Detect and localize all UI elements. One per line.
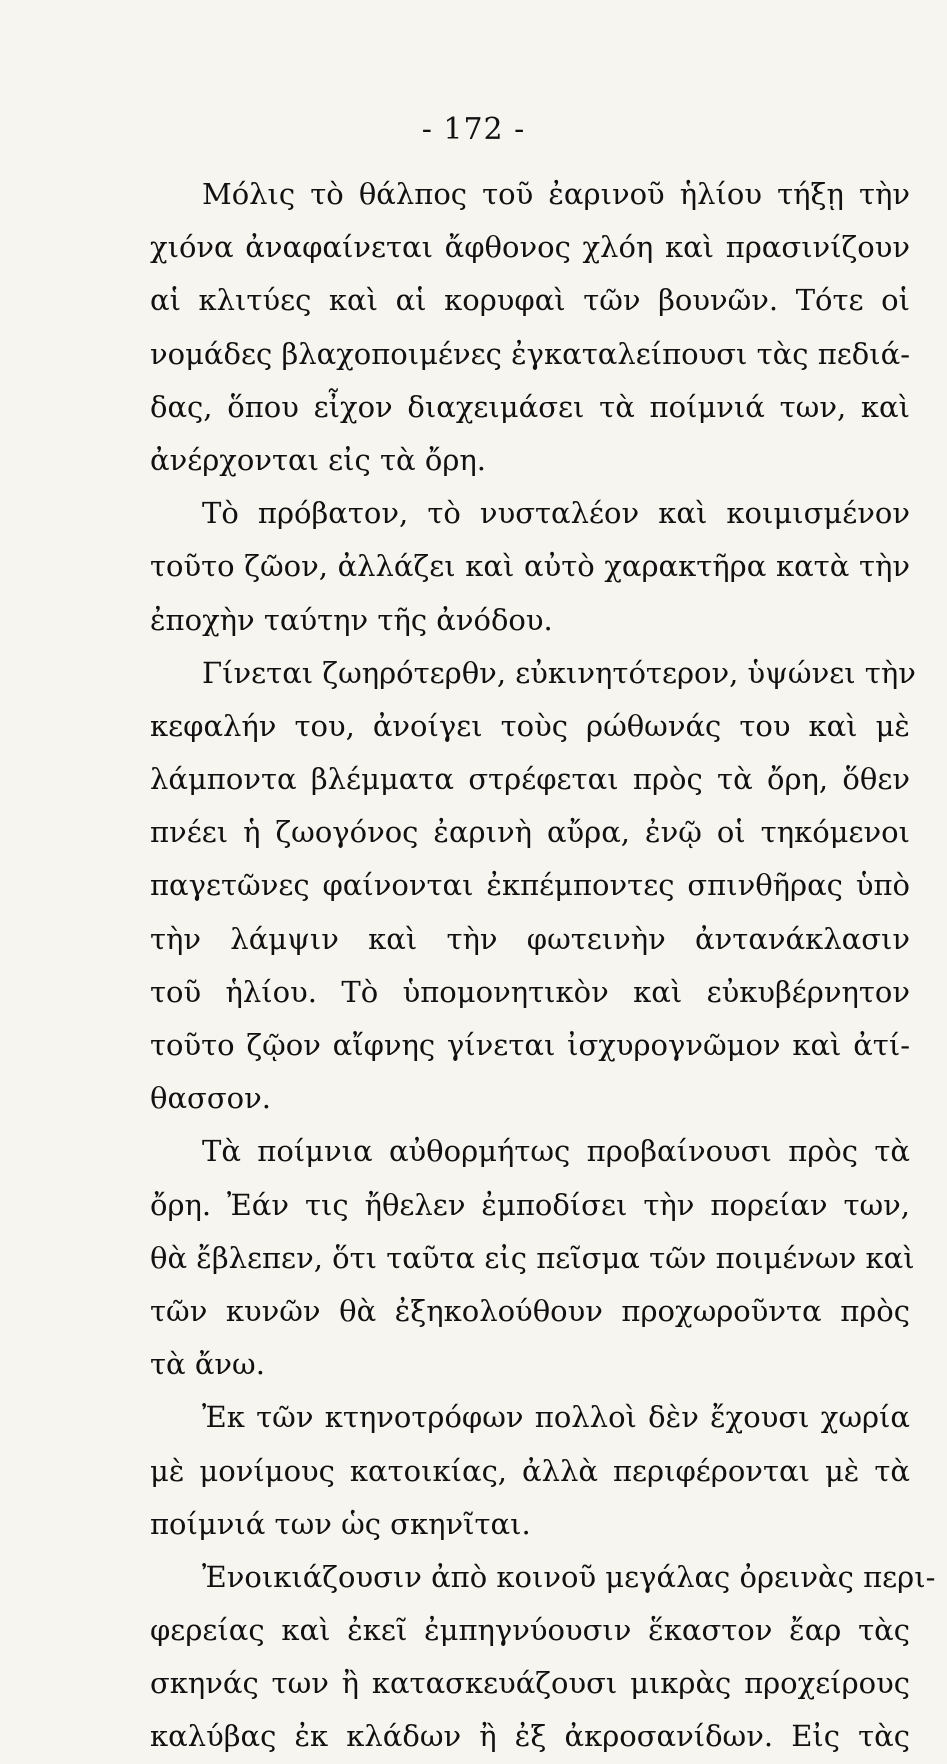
text-line: τὴν λάμψιν καὶ τὴν φωτεινὴν ἀντανάκλασιν [150,921,910,956]
text-line: Μόλις τὸ θάλπος τοῦ ἐαρινοῦ ἡλίου τήξῃ τὴν [202,177,910,211]
text-line: πνέει ἡ ζωογόνος ἐαρινὴ αὔρα, ἐνῷ οἱ τηκόμενοι [150,815,910,850]
text-line: Ἐνοικιάζουσιν ἀπὸ κοινοῦ μεγάλας ὀρεινὰς περι- [202,1559,936,1594]
text-line: Τὰ ποίμνια αὐθορμήτως προβαίνουσι πρὸς τὰ [202,1134,910,1169]
text-line: τοῦ ἡλίου. Τὸ ὑπομονητικὸν καὶ εὐκυβέρνητον [150,974,910,1009]
paragraph [150,647,916,1126]
text-line: χιόνα ἀναφαίνεται ἄφθονος χλόη καὶ πρασινίζουν [150,230,910,265]
text-line: τοῦτο ζῷον αἴφνης γίνεται ἰσχυρογνῶμον καὶ ἀτί- [150,1028,910,1062]
text-line: αἱ κλιτύες καὶ αἱ κορυφαὶ τῶν βουνῶν. Τότε οἱ [150,283,910,318]
text-line: παγετῶνες φαίνονται ἐκπέμποντες σπινθῆρας ὑπὸ [150,868,910,903]
text-line: Τὸ πρόβατον, τὸ νυσταλέον καὶ κοιμισμένον [202,496,910,531]
text-line: λάμποντα βλέμματα στρέφεται πρὸς τὰ ὄρη, ὅθεν [150,762,910,797]
text-line: ὄρη. Ἐάν τις ἤθελεν ἐμποδίσει τὴν πορείαν των, [150,1187,910,1222]
paragraph [150,1551,936,1764]
text-line: ἐποχὴν ταύτην τῆς ἀνόδου. [150,602,553,637]
text-line: τῶν κυνῶν θὰ ἐξηκολούθουν προχωροῦντα πρὸς [150,1293,910,1328]
page-number: - 172 - [421,112,526,147]
text-line: Ἐκ τῶν κτηνοτρόφων πολλοὶ δὲν ἔχουσι χωρία [202,1400,910,1435]
text-line: μὲ μονίμους κατοικίας, ἀλλὰ περιφέρονται μὲ τὰ [150,1453,910,1488]
text-line: τοῦτο ζῶον, ἀλλάζει καὶ αὐτὸ χαρακτῆρα κατὰ τὴν [150,549,910,584]
text-line: ἀνέρχονται εἰς τὰ ὄρη. [150,442,486,477]
text-line: δας, ὅπου εἶχον διαχειμάσει τὰ ποίμνιά των, καὶ [150,389,910,424]
text-line: σκηνάς των ἢ κατασκευάζουσι μικρὰς προχείρους [150,1666,910,1701]
paragraph [150,487,910,647]
text-line: καλύβας ἐκ κλάδων ἢ ἐξ ἀκροσανίδων. Εἰς τὰς [150,1719,910,1754]
text-line: ποίμνιά των ὡς σκηνῖται. [150,1506,531,1541]
text-line: Γίνεται ζωηρότερθν, εὐκινητότερον, ὑψώνει τὴν [202,655,916,690]
body-text [150,168,936,1764]
text-line: νομάδες βλαχοποιμένες ἐγκαταλείπουσι τὰς πεδιά- [150,336,911,371]
text-line: θασσον. [150,1081,271,1116]
text-line: τὰ ἄνω. [150,1347,265,1382]
text-line: κεφαλήν του, ἀνοίγει τοὺς ρώθωνάς του καὶ μὲ [150,708,910,743]
paragraph [150,1391,910,1551]
text-line: θὰ ἔβλεπεν, ὅτι ταῦτα εἰς πεῖσμα τῶν ποιμένων καὶ [150,1240,915,1275]
text-line: φερείας καὶ ἐκεῖ ἐμπηγνύουσιν ἕκαστον ἔαρ τὰς [150,1613,910,1648]
paragraph [150,1125,915,1391]
paragraph [150,168,910,487]
